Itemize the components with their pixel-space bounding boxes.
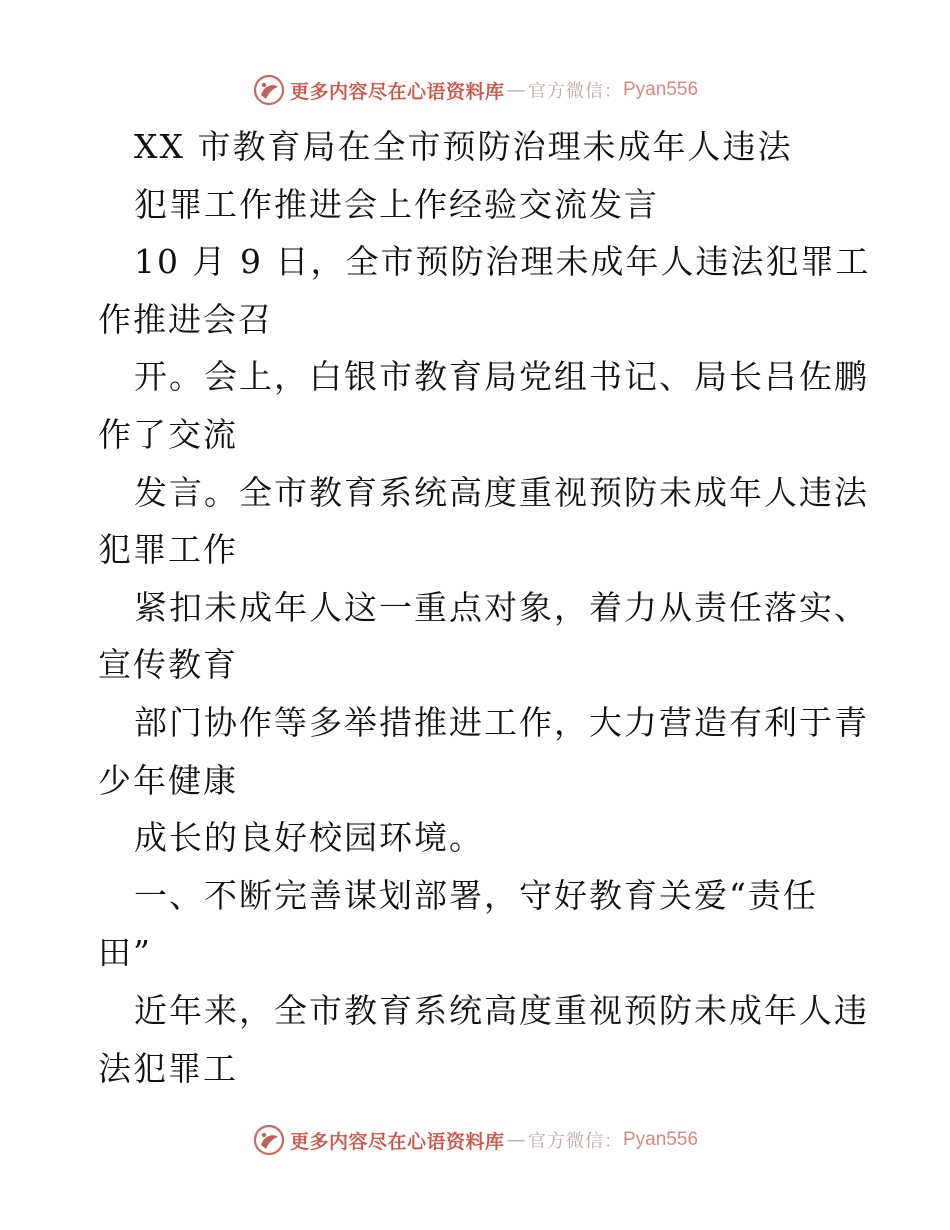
section-heading-line: 田” [98,933,152,973]
banner-main-text: 更多内容尽在心语资料库 [289,1130,505,1153]
document-body [98,118,871,1097]
paragraph-line: 宣传教育 [98,645,238,685]
title-line-2: 犯罪工作推进会上作经验交流发言 [134,184,659,224]
paragraph-line: 作推进会召 [98,299,273,339]
header-watermark-banner [0,70,950,110]
banner-wechat-id: Pyan556 [623,79,699,100]
paragraph-line: 发言。全市教育系统高度重视预防未成年人违法 [134,472,869,512]
banner-dash: — [506,1129,526,1151]
banner-dash: — [506,79,526,101]
paragraph-line: 犯罪工作 [98,530,238,570]
paragraph-line: 开。会上，白银市教育局党组书记、局长吕佐鹏 [134,357,869,397]
banner-main-text: 更多内容尽在心语资料库 [289,80,505,103]
seal-logo-icon [252,1123,286,1157]
paragraph-line: 紧扣未成年人这一重点对象，着力从责任落实、 [134,587,869,627]
banner-wechat-id: Pyan556 [623,1129,699,1150]
paragraph-line: 部门协作等多举措推进工作，大力营造有利于青 [134,702,869,742]
paragraph-line: 近年来，全市教育系统高度重视预防未成年人违 [134,990,869,1030]
seal-logo-icon [252,73,286,107]
paragraph-line: 作了交流 [98,414,238,454]
footer-watermark-banner [0,1120,950,1160]
section-heading-line: 一、不断完善谋划部署，守好教育关爱“责任 [134,875,818,915]
paragraph-line: 成长的良好校园环境。 [134,818,484,858]
banner-wechat-label: 官方微信： [528,1131,623,1152]
paragraph-line: 少年健康 [98,760,238,800]
paragraph-line: 10 月 9 日，全市预防治理未成年人违法犯罪工 [134,242,871,282]
banner-wechat-label: 官方微信： [528,81,623,102]
paragraph-line: 法犯罪工 [98,1048,238,1088]
title-line-1: XX 市教育局在全市预防治理未成年人违法 [134,127,793,166]
